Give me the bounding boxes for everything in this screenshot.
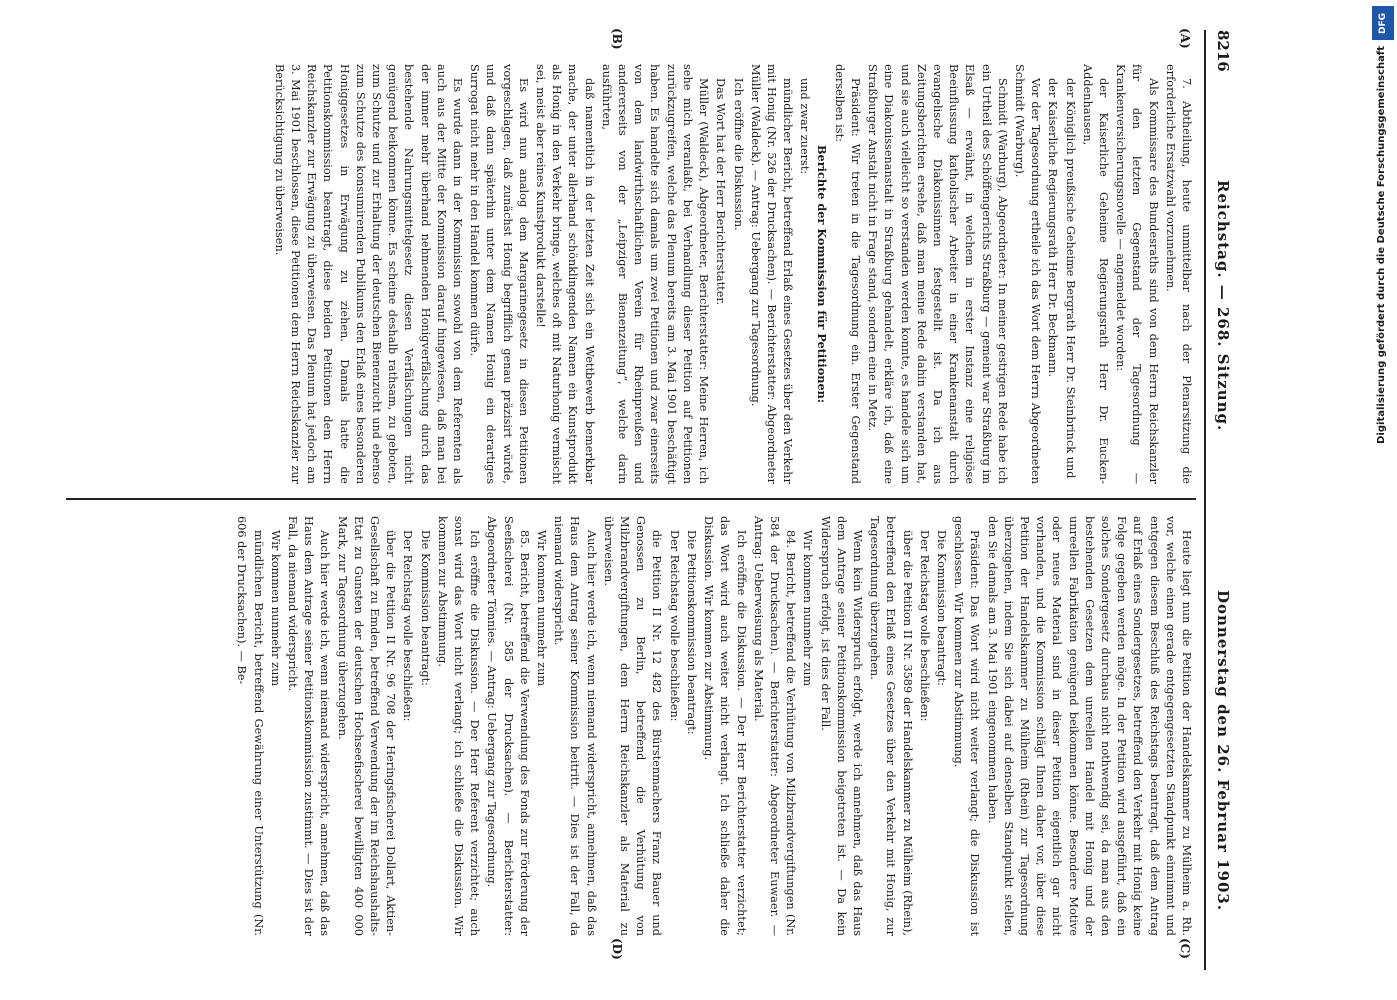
right-column-paragraph: Der Reichstag wolle beschließen: bbox=[401, 530, 415, 722]
left-column-paragraph: 7. Abtheilung, heute unmittelbar nach der Plenarsitzung die erforderliche Ersatzwahl vorzunehmen. bbox=[1163, 64, 1193, 484]
right-column-paragraph: Auch hier werde ich, wenn niemand widerspricht, annehmen, daß das Haus dem Antrage seiner Petitionskommission zustimmt. — Dies ist der Fall, da niemand widerspricht. bbox=[286, 516, 332, 936]
header-title: Reichstag. — 268. Sitzung. bbox=[1214, 180, 1232, 432]
left-column-paragraph: Vor der Tagesordnung ertheile ich das Wort dem Herrn Abgeordneten Schmidt (Warburg). bbox=[1012, 64, 1043, 484]
page-header bbox=[1208, 30, 1236, 970]
right-column-paragraph: mündlichen Bericht, betreffend Gewährung einer Unterstützung (Nr. 606 der Drucksachen). — Be- bbox=[235, 516, 265, 936]
margin-mark-c: (C) bbox=[1178, 938, 1192, 959]
column-divider bbox=[66, 498, 1196, 500]
left-column-paragraph: Es wurde dann in der Kommission sowohl von dem Referenten als auch aus der Mitte der Kommission darauf hingewiesen, daß man bei der immer mehr überhand nehmenden Honigverfälschung durch das bestehende Nahrungsmittelgesetz diesen Verfälschungen nicht genügend beikommen könne. Es scheine deshalb rathsam, zu geboten, zum Schutze und zur Erhaltung der deutschen Bienenzucht und ebenso zum Schutze des konsumirenden Publikums den Erlaß eines besonderen Honiggesetzes in Erwägung zu ziehen. Damals hatte die Petitionskommission beantragt, diese beiden Petitionen dem Herrn Reichskanzler zur Erwägung zu überweisen. Das Plenum hat jedoch am 3. Mai 1901 beschlossen, diese Petitionen dem Herrn Reichskanzler zur Berücksichtigung zu überweisen. bbox=[272, 64, 465, 484]
left-column-paragraph: Ich eröffne die Diskussion. bbox=[731, 78, 745, 231]
right-column bbox=[232, 516, 1194, 936]
right-column-paragraph: über die Petition II Nr. 3589 der Handelskammer zu Mülheim (Rhein), betreffend den Erlaß eines Gesetzes über den Verkehr mit Honig, zur Tagesordnung überzugehen. bbox=[868, 516, 914, 936]
left-column-paragraph: der Königlich preußische Geheime Bergrath Herr Dr. Steinbrinck und bbox=[1063, 78, 1077, 479]
left-column bbox=[270, 64, 1194, 484]
left-column-paragraph: der Kaiserliche Regierungsrath Herr Dr. Beckmann. bbox=[1046, 78, 1060, 378]
margin-mark-b: (B) bbox=[610, 28, 624, 50]
right-column-paragraph: Wir kommen nunmehr zum bbox=[801, 530, 815, 687]
right-column-paragraph: Wir kommen nunmehr zum bbox=[535, 530, 549, 687]
rotated-page-content bbox=[56, 30, 1236, 970]
right-column-paragraph: Auch hier werde ich, wenn niemand widerspricht, annehmen, daß das Haus dem Antrag seiner Kommission beitritt. — Dies ist der Fall, da niemand widerspricht. bbox=[552, 516, 598, 936]
right-column-paragraph: Heute liegt nun die Petition der Handelskammer zu Mülheim a. Rh. vor, welche einen gerade entgegengesetzten Standpunkt einnimmt und entgegen diesem Beschluß des Reichstags beantragt, daß dem Antrag auf Erlaß eines Sondergesetzes, betreffend den Verkehr mit Honig keine Folge gegeben werden möge. In der Petition wird ausgeführt, daß ein solches Sondergesetz durchaus nicht nothwendig sei, da man aus den bestehenden Gesetzen dem unreellen Handel mit Honig und der unreellen Fabrikation genügend beikommen könne. Besondere Motive oder neues Material sind in dieser Petition eigentlich gar nicht vorhanden, und die Kommission schlägt Ihnen daher vor, über diese Petition der Handelskammer zu Mülheim (Rhein) zur Tagesordnung überzugehen, indem Sie sich dabei auf denselben Standpunkt stellen, den Sie damals am 3. Mai 1901 eingenommen haben. bbox=[985, 516, 1193, 936]
left-column-paragraph: Schmidt (Warburg), Abgeordneter: In meiner gestrigen Rede habe ich ein Urtheil des Schöffengerichts Straßburg — gemeint war Straßburg im Elsaß — erwähnt, in welchem in erster Instanz eine religiöse Beeinflussung katholischer Arbeiter in einer Krankenanstalt durch evangelische Diakonissinnen festgestellt ist. Da ich aus Zeitungsberichten ersehe, daß man meine Rede dahin verstanden hat, und sie auch vielleicht so verstanden werden konnte, es handele sich um eine Diakonissenanstalt in Straßburg gehandelt, erkläre ich, daß eine Straßburger Anstalt nicht in Frage stand, sondern eine in Metz. bbox=[866, 64, 1009, 484]
digitization-credit: Digitalisierung gefördert durch die Deutsche Forschungsgemeinschaft bbox=[1376, 46, 1387, 444]
left-column-paragraph: der Kaiserliche Geheime Regierungsrath Herr Dr. Eucken-Addenhausen, bbox=[1080, 64, 1110, 484]
left-column-paragraph: Das Wort hat der Herr Berichterstatter. bbox=[714, 78, 728, 306]
right-column-paragraph: Die Petitionskommission beantragt: bbox=[684, 530, 698, 735]
right-column-paragraph: über die Petition II Nr. 96 708 der Heringsfischerei Dollart, Aktien-Gesellschaft zu Emden, betreffend Verwendung der im Reichshaushalts-Etat zu Gunsten der deutschen Hochseefischerei bewilligten 400 000 Mark, zur Tagesordnung überzugehen. bbox=[335, 516, 398, 936]
left-column-paragraph: Müller (Waldeck), Abgeordneter, Berichterstatter: Meine Herren, ich sehe mich veranlaßt, bei Verhandlung dieser Petition auf Petitionen zurückzugreifen, welche das Plenum bereits am 3. Mai 1901 beschäftigt haben. Es handelte sich damals um zwei Petitionen und zwar einerseits von dem landwirthschaftlichen Verein für Rheinpreußen und andererseits von der „Leipziger Bienenzeitung“, welche darin ausführten, bbox=[599, 64, 711, 484]
right-column-paragraph: Der Reichstag wolle beschließen: bbox=[917, 530, 931, 722]
right-column-paragraph: 84. Bericht, betreffend die Verhütung von Milzbrandvergiftungen (Nr. 584 der Drucksachen). — Berichterstatter: Abgeordneter Euwaer. — Antrag: Ueberweisung als Material. bbox=[751, 516, 798, 936]
left-column-paragraph: und zwar zuerst: bbox=[798, 78, 812, 175]
right-column-paragraph: Ich eröffne die Diskussion. — Der Herr Berichterstatter verzichtet; das Wort wird auch weiter nicht verlangt. Ich schließe daher die Diskussion. Wir kommen zur Abstimmung. bbox=[702, 516, 748, 936]
right-column-paragraph: die Petition II Nr. 12 482 des Bürstenmachers Franz Bauer und Genossen zu Berlin, betreffend die Verhütung von Milzbrandvergiftungen, dem Herrn Reichskanzler als Material zu überweisen. bbox=[601, 516, 664, 936]
page-number: 8216 bbox=[1214, 30, 1232, 72]
right-column-paragraph: Präsident: Das Wort wird nicht weiter verlangt; die Diskussion ist geschlossen. Wir kommen zur Abstimmung. bbox=[952, 516, 982, 936]
right-column-paragraph: Die Kommission beantragt: bbox=[418, 530, 432, 686]
left-column-paragraph: Es wird nun analog dem Margarinegesetz in diesen Petitionen vorgeschlagen, daß zunächst Honig begrifflich genau präzisirt würde, und daß dann späterhin unter dem Namen Honig ein derartiges Surrogat nicht mehr in den Handel kommen dürfe. bbox=[468, 64, 530, 484]
left-column-paragraph: daß namentlich in der letzten Zeit sich ein Wettbewerb bemerkbar mache, der unter allerhand schönklingenden Namen ein Kunstprodukt als Honig in den Verkehr bringe, welches oft mit Naturhonig vermischt sei, meist aber reines Kunstprodukt darstelle! bbox=[534, 64, 596, 484]
margin-mark-d: (D) bbox=[610, 938, 624, 960]
right-column-paragraph: Wir kommen nunmehr zum bbox=[268, 530, 282, 687]
header-date: Donnerstag den 26. Februar 1903. bbox=[1214, 590, 1232, 912]
right-column-paragraph: 85. Bericht, betreffend die Verwendung des Fonds zur Förderung der Seefischerei (Nr. 585 der Drucksachen). — Berichterstatter: Abgeordneter Tönnies. — Antrag: Uebergang zur Tagesordnung. bbox=[485, 516, 531, 936]
right-column-paragraph: Die Kommission beantragt: bbox=[934, 530, 948, 686]
right-column-paragraph: Wenn kein Widerspruch erfolgt, werde ich annehmen, daß das Haus dem Antrage seiner Petitionskommission beigetreten ist. — Da kein Widerspruch erfolgt, ist dies der Fall. bbox=[818, 516, 864, 936]
left-column-paragraph: Präsident: Wir treten in die Tagesordnung ein. Erster Gegenstand derselben ist: bbox=[832, 64, 862, 484]
right-column-paragraph: Ich eröffne die Diskussion. — Der Herr Referent verzichtet; auch sonst wird das Wort nicht verlangt; ich schließe die Diskussion. Wir kommen zur Abstimmung. bbox=[435, 516, 482, 936]
left-column-paragraph: Berichte der Kommission für Petitionen: bbox=[814, 144, 829, 404]
dfg-logo: DFG bbox=[1372, 6, 1394, 40]
right-column-paragraph: Der Reichstag wolle beschließen: bbox=[667, 530, 681, 722]
left-column-paragraph: mündlicher Bericht, betreffend Erlaß eines Gesetzes über den Verkehr mit Honig (Nr. 526 der Drucksachen). — Berichterstatter: Abgeordneter Müller (Waldeck). — Antrag: Uebergang zur Tagesordnung. bbox=[748, 64, 795, 484]
left-column-paragraph: Als Kommissare des Bundesraths sind von dem Herrn Reichskanzler für den letzten Gegenstand der Tagesordnung — Krankenversicherungsnovelle — angemeldet worden: bbox=[1114, 64, 1160, 484]
header-rule bbox=[1204, 30, 1206, 970]
margin-mark-a: (A) bbox=[1178, 28, 1192, 49]
